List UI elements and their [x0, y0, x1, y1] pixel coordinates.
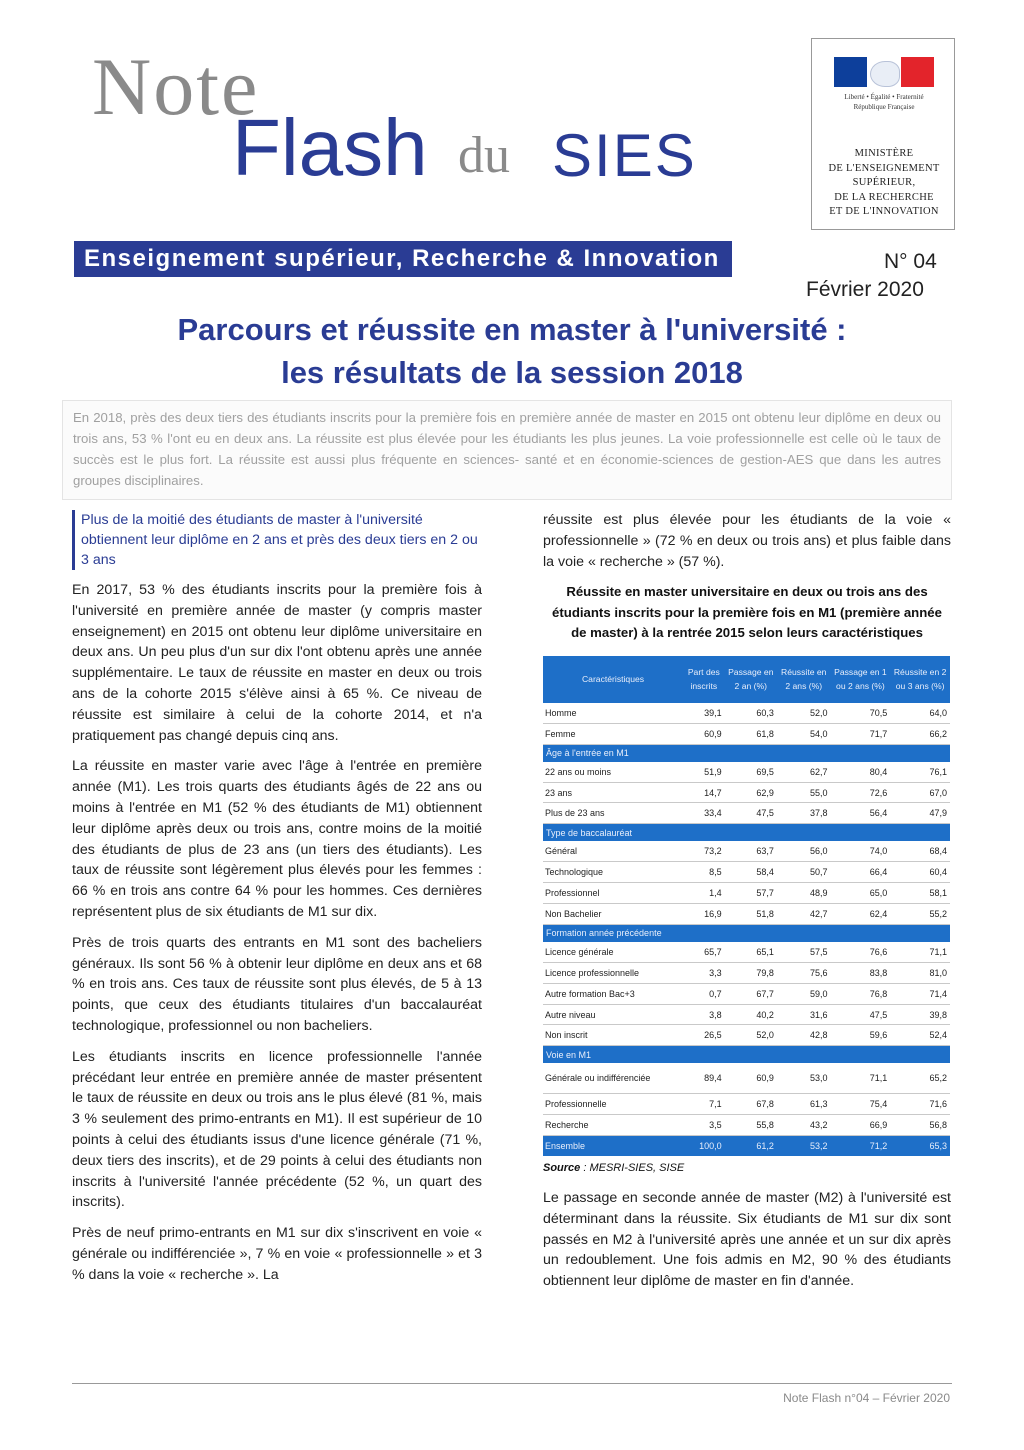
- row-label: 23 ans: [543, 782, 683, 803]
- table-cell: 56,4: [831, 803, 891, 824]
- table-row: [543, 1115, 950, 1136]
- table-cell: 71,1: [890, 942, 950, 962]
- table-row: [543, 782, 950, 803]
- table-cell: 40,2: [725, 1004, 777, 1025]
- row-label: Non inscrit: [543, 1025, 683, 1046]
- paragraph: Le passage en seconde année de master (M2) à l'université est déterminant dans la réussite. Six étudiants de M1 sur dix sont passés en M2 à l'université après une année et un sur dix après un redoublement. Une fois admis en M2, 90 % des étudiants obtiennent leur diplôme de master en fin d'année.: [543, 1190, 951, 1290]
- table-row: [543, 983, 950, 1004]
- table-cell: 60,9: [683, 723, 725, 744]
- table-cell: 72,6: [831, 782, 891, 803]
- table-cell: 83,8: [831, 962, 891, 983]
- row-label: Professionnelle: [543, 1094, 683, 1115]
- table-cell: 66,4: [831, 862, 891, 883]
- table-cell: 51,8: [725, 904, 777, 925]
- table-cell: 71,7: [831, 723, 891, 744]
- table-header-row: [543, 656, 950, 703]
- table-cell: 69,5: [725, 762, 777, 782]
- row-label: Femme: [543, 723, 683, 744]
- table-cell: 42,7: [777, 904, 831, 925]
- issue-number: N° 04: [884, 250, 937, 273]
- section-heading: Plus de la moitié des étudiants de master à l'université obtiennent leur diplôme en 2 ans et près des deux tiers en 2 ou 3 ans: [72, 510, 482, 570]
- left-column: [72, 510, 482, 1286]
- table-source: Source : MESRI-SIES, SISE: [543, 1162, 685, 1175]
- paragraph: En 2017, 53 % des étudiants inscrits pour la première fois à l'université en première année de master (y compris master enseignement) en 2015 ont obtenu leur diplôme universitaire en deux ans. Un peu plus d'un sur dix l'ont obtenu après une année supplémentaire. Le taux de réussite en master en deux ou trois ans de la cohorte 2015 s'élève ainsi à 65 %. Ce niveau de réussite est similaire à celui de la cohorte 2014, et n'a pratiquement pas changé depuis cinq ans.: [72, 582, 482, 744]
- section-banner: Enseignement supérieur, Recherche & Innovation: [74, 241, 732, 277]
- row-label: Licence professionnelle: [543, 962, 683, 983]
- table-cell: 61,8: [725, 723, 777, 744]
- row-label: Général: [543, 841, 683, 861]
- paragraph: Les étudiants inscrits en licence professionnelle l'année précédant leur entrée en première année de master présentent le taux de réussite en deux ou trois ans le plus élevé (81 %, mais 3 % seulement des primo-entrants en M1). Il est supérieur de 10 points à celui des étudiants issus d'une licence générale (71 %, deux tiers des inscrits), et de 29 points à celui des étudiants non inscrits à l'université l'année précédente (52 %, un quart des inscrits).: [72, 1048, 482, 1211]
- page-title: Parcours et réussite en master à l'université : les résultats de la session 2018: [177, 312, 847, 390]
- table-cell: 60,3: [725, 703, 777, 723]
- logo-motto: Liberté • Égalité • Fraternité: [844, 93, 924, 101]
- table-body: [543, 703, 950, 1156]
- table-cell: 64,0: [890, 703, 950, 723]
- table-cell: 47,5: [725, 803, 777, 824]
- table-cell: 58,1: [890, 883, 950, 904]
- table-cell: 66,9: [831, 1115, 891, 1136]
- paragraph: Près de trois quarts des entrants en M1 sont des bacheliers généraux. Ils sont 56 % à obtenir leur diplôme en deux ans et 68 % en trois ans. Ces taux de réussite sont plus élevés, de 5 à 13 points, que ceux des étudiants titulaires d'un baccalauréat technologique, professionnel ou non bacheliers.: [72, 934, 482, 1034]
- table-cell: 31,6: [777, 1004, 831, 1025]
- table-row: [543, 1094, 950, 1115]
- row-label: Autre formation Bac+3: [543, 983, 683, 1004]
- table-cell: 61,3: [777, 1094, 831, 1115]
- table-cell: 73,2: [683, 841, 725, 861]
- footer-text: Note Flash n°04 – Février 2020: [783, 1391, 950, 1405]
- table-cell: 76,8: [831, 983, 891, 1004]
- table-cell: 53,2: [777, 1136, 831, 1156]
- table-cell: 47,9: [890, 803, 950, 824]
- table-cell: 1,4: [683, 883, 725, 904]
- brand-note: Note: [92, 41, 260, 132]
- table-cell: 52,0: [725, 1025, 777, 1046]
- table-cell: 39,8: [890, 1004, 950, 1025]
- table-total-row: [543, 1136, 950, 1156]
- table-cell: 71,6: [890, 1094, 950, 1115]
- table-cell: 7,1: [683, 1094, 725, 1115]
- table-row: [543, 803, 950, 824]
- table-cell: 79,8: [725, 962, 777, 983]
- marianne-flag-icon: [834, 57, 934, 87]
- table-cell: 50,7: [777, 862, 831, 883]
- table-group-row: [543, 824, 950, 842]
- table-cell: 62,9: [725, 782, 777, 803]
- table-row: [543, 862, 950, 883]
- table-cell: 89,4: [683, 1063, 725, 1094]
- table-cell: 16,9: [683, 904, 725, 925]
- table-cell: 57,5: [777, 942, 831, 962]
- table-header: Caractéristiques: [543, 656, 683, 703]
- footer-divider: [72, 1383, 952, 1384]
- table-cell: 62,7: [777, 762, 831, 782]
- table-caption: Réussite en master universitaire en deux ou trois ans des étudiants inscrits pour la première fois en M1 (première année de master) à la rentrée 2015 selon leurs caractéristiques: [552, 584, 942, 641]
- table-cell: 65,1: [725, 942, 777, 962]
- table-cell: 60,4: [890, 862, 950, 883]
- table-row: [543, 962, 950, 983]
- row-label: Ensemble: [543, 1136, 683, 1156]
- table-row: [543, 1063, 950, 1094]
- table-cell: 80,4: [831, 762, 891, 782]
- table-cell: 43,2: [777, 1115, 831, 1136]
- issue-date: Février 2020: [806, 278, 924, 301]
- brand-flash: Flash: [232, 103, 428, 192]
- table-cell: 59,0: [777, 983, 831, 1004]
- row-label: Licence générale: [543, 942, 683, 962]
- table-row: [543, 841, 950, 861]
- table-cell: 70,5: [831, 703, 891, 723]
- group-label: Âge à l'entrée en M1: [543, 744, 950, 762]
- table-header: Part des inscrits: [683, 656, 725, 703]
- ministry-name: MINISTÈRE DE L'ENSEIGNEMENT SUPÉRIEUR, DE LA RECHERCHE ET DE L'INNOVATION: [828, 148, 940, 217]
- group-label: Formation année précédente: [543, 924, 950, 942]
- table-cell: 61,2: [725, 1136, 777, 1156]
- table-cell: 26,5: [683, 1025, 725, 1046]
- table-header: Passage en 2 an (%): [725, 656, 777, 703]
- table-cell: 47,5: [831, 1004, 891, 1025]
- table-cell: 65,7: [683, 942, 725, 962]
- row-label: 22 ans ou moins: [543, 762, 683, 782]
- table-cell: 39,1: [683, 703, 725, 723]
- table-cell: 56,8: [890, 1115, 950, 1136]
- table-cell: 67,8: [725, 1094, 777, 1115]
- table-header: Réussite en 2 ou 3 ans (%): [890, 656, 950, 703]
- paragraph: La réussite en master varie avec l'âge à l'entrée en première année (M1). Les trois quarts des étudiants âgés de 22 ans ou moins à l'entrée en M1 (52 % des étudiants de M1) obtiennent leur diplôme après deux ou trois ans, contre moins de la moitié des étudiants de plus de 23 ans (un tiers des étudiants). Les taux de réussite sont légèrement plus élevés pour les femmes : 66 % en trois ans contre 64 % pour les hommes. Ces dernières représentent plus de six étudiants de M1 sur dix.: [72, 758, 482, 920]
- table-cell: 75,4: [831, 1094, 891, 1115]
- table-row: [543, 762, 950, 782]
- table-group-row: [543, 924, 950, 942]
- table-cell: 3,5: [683, 1115, 725, 1136]
- table-cell: 54,0: [777, 723, 831, 744]
- table-cell: 74,0: [831, 841, 891, 861]
- paragraph: Près de neuf primo-entrants en M1 sur dix s'inscrivent en voie « générale ou indifférenciée », 7 % en voie « professionnelle » et 3 % dans la voie « recherche ». La: [72, 1225, 482, 1283]
- table-cell: 76,1: [890, 762, 950, 782]
- row-label: Générale ou indifférenciée: [543, 1063, 683, 1094]
- table-cell: 71,4: [890, 983, 950, 1004]
- row-label: Homme: [543, 703, 683, 723]
- table-header: Réussite en 2 ans (%): [777, 656, 831, 703]
- table-row: [543, 904, 950, 925]
- abstract: En 2018, près des deux tiers des étudiants inscrits pour la première fois en première année de master en 2015 ont obtenu leur diplôme en deux ou trois ans, 53 % l'ont eu en deux ans. La réussite est plus élevée pour les étudiants les plus jeunes. La voie professionnelle est celle où le taux de succès est le plus fort. La réussite est aussi plus fréquente en sciences- santé et en économie-sciences de gestion-AES que dans les autres groupes disciplinaires.: [62, 400, 952, 500]
- table-cell: 55,8: [725, 1115, 777, 1136]
- table-cell: 51,9: [683, 762, 725, 782]
- table-row: [543, 723, 950, 744]
- ministry-logo: [811, 38, 955, 230]
- paragraph: réussite est plus élevée pour les étudiants de la voie « professionnelle » (72 % en deux ou trois ans) et plus faible dans la voie « recherche » (57 %).: [543, 512, 951, 570]
- table-cell: 55,2: [890, 904, 950, 925]
- table-cell: 100,0: [683, 1136, 725, 1156]
- logo-republic: République Française: [853, 103, 915, 111]
- table-row: [543, 942, 950, 962]
- table-cell: 67,0: [890, 782, 950, 803]
- table-group-row: [543, 744, 950, 762]
- table-cell: 81,0: [890, 962, 950, 983]
- table-cell: 57,7: [725, 883, 777, 904]
- row-label: Non Bachelier: [543, 904, 683, 925]
- brand-sies: SIES: [552, 122, 697, 189]
- row-label: Plus de 23 ans: [543, 803, 683, 824]
- table-row: [543, 1025, 950, 1046]
- table-row: [543, 703, 950, 723]
- table-cell: 68,4: [890, 841, 950, 861]
- table-cell: 37,8: [777, 803, 831, 824]
- table-cell: 3,8: [683, 1004, 725, 1025]
- table-cell: 42,8: [777, 1025, 831, 1046]
- table-cell: 75,6: [777, 962, 831, 983]
- row-label: Technologique: [543, 862, 683, 883]
- table-group-row: [543, 1046, 950, 1064]
- table-row: [543, 1004, 950, 1025]
- table-cell: 59,6: [831, 1025, 891, 1046]
- table-cell: 53,0: [777, 1063, 831, 1094]
- table-cell: 8,5: [683, 862, 725, 883]
- table-cell: 67,7: [725, 983, 777, 1004]
- table-cell: 14,7: [683, 782, 725, 803]
- brand-du: du: [458, 127, 510, 184]
- table-cell: 63,7: [725, 841, 777, 861]
- table-cell: 33,4: [683, 803, 725, 824]
- group-label: Voie en M1: [543, 1046, 950, 1064]
- table-cell: 0,7: [683, 983, 725, 1004]
- table-cell: 52,4: [890, 1025, 950, 1046]
- results-table: [543, 656, 950, 1156]
- table-cell: 52,0: [777, 703, 831, 723]
- table-cell: 71,2: [831, 1136, 891, 1156]
- table-cell: 76,6: [831, 942, 891, 962]
- table-cell: 58,4: [725, 862, 777, 883]
- table-cell: 60,9: [725, 1063, 777, 1094]
- row-label: Professionnel: [543, 883, 683, 904]
- table-cell: 65,0: [831, 883, 891, 904]
- table-cell: 65,3: [890, 1136, 950, 1156]
- table-cell: 56,0: [777, 841, 831, 861]
- table-cell: 71,1: [831, 1063, 891, 1094]
- table-cell: 55,0: [777, 782, 831, 803]
- table-cell: 65,2: [890, 1063, 950, 1094]
- table-header: Passage en 1 ou 2 ans (%): [831, 656, 891, 703]
- table-cell: 62,4: [831, 904, 891, 925]
- row-label: Recherche: [543, 1115, 683, 1136]
- row-label: Autre niveau: [543, 1004, 683, 1025]
- table-cell: 66,2: [890, 723, 950, 744]
- table-cell: 3,3: [683, 962, 725, 983]
- table-cell: 48,9: [777, 883, 831, 904]
- group-label: Type de baccalauréat: [543, 824, 950, 842]
- right-column: [543, 510, 951, 1292]
- table-row: [543, 883, 950, 904]
